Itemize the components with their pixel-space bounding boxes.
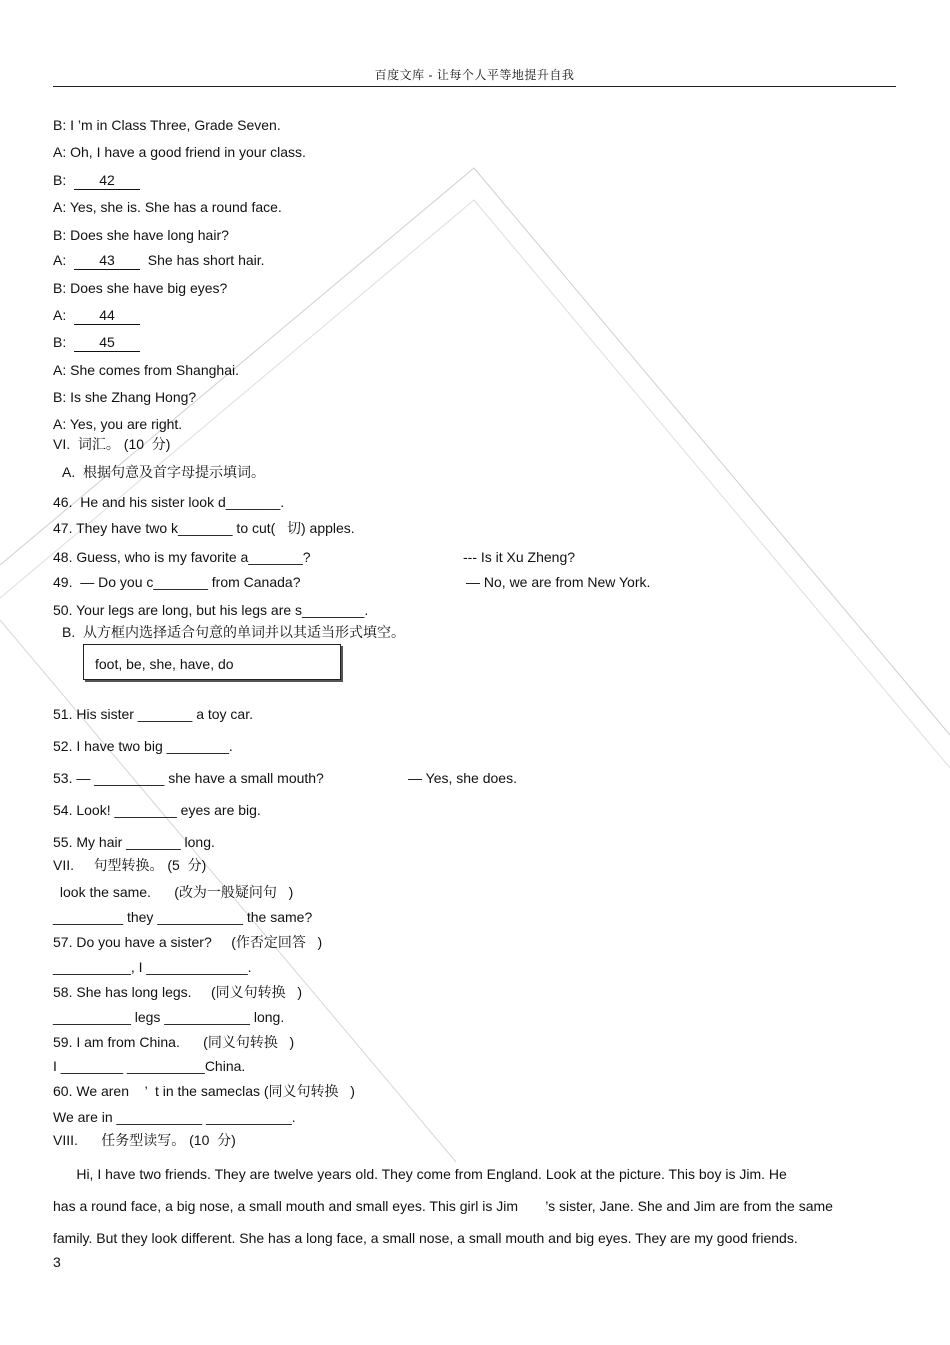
dialogue-line: A: Oh, I have a good friend in your class. [53,144,306,160]
word-box-text: foot, be, she, have, do [95,656,234,672]
question-49: 49. — Do you c_______ from Canada? [53,574,301,590]
question-48: 48. Guess, who is my favorite a_______? [53,549,311,565]
answer-blank-45[interactable]: 45 [74,333,140,352]
question-46: 46. He and his sister look d_______. [53,494,285,510]
part-a-instruction: A. 根据句意及首字母提示填词。 [62,464,266,480]
question-54: 54. Look! ________ eyes are big. [53,802,261,818]
question-47: 47. They have two k_______ to cut( 切) apples. [53,520,355,536]
question-55: 55. My hair _______ long. [53,834,215,850]
dialogue-line: A: Yes, she is. She has a round face. [53,199,282,215]
answer-48: --- Is it Xu Zheng? [463,549,576,565]
answer-49: — No, we are from New York. [466,574,651,590]
question-52: 52. I have two big ________. [53,738,233,754]
transform-line: 59. I am from China. (同义句转换 ) [53,1034,295,1050]
dialogue-line: B: 42 [53,171,140,190]
question-51: 51. His sister _______ a toy car. [53,706,253,722]
question-50: 50. Your legs are long, but his legs are s________. [53,602,369,618]
dialogue-line: A: 43 She has short hair. [53,252,265,268]
dialogue-line: A: She comes from Shanghai. [53,362,239,378]
page-number: 3 [53,1254,61,1270]
answer-blank-44[interactable]: 44 [74,306,140,325]
transform-line: 60. We aren ’ t in the sameclas (同义句转换 ) [53,1083,355,1099]
transform-line: __________ legs ___________ long. [53,1009,285,1025]
transform-line: I ________ __________China. [53,1058,246,1074]
answer-blank-42[interactable]: 42 [74,171,140,190]
answer-blank-43[interactable]: 43 [74,251,140,270]
dialogue-line: B: Is she Zhang Hong? [53,389,197,405]
transform-line: __________, I _____________. [53,959,252,975]
section-8-title: VIII. 任务型读写。 (10 分) [53,1132,236,1148]
word-box [83,644,341,680]
page-header: 百度文库 - 让每个人平等地提升自我 [53,66,896,87]
transform-line: We are in ___________ ___________. [53,1109,296,1125]
dialogue-line: B: I ’m in Class Three, Grade Seven. [53,117,281,133]
reading-paragraph-line: family. But they look different. She has a long face, a small nose, a small mouth and big eyes. They are my good friends. [53,1230,798,1246]
part-b-instruction: B. 从方框内选择适合句意的单词并以其适当形式填空。 [62,624,406,640]
transform-line: look the same. (改为一般疑问句 ) [56,884,294,900]
question-53: 53. — _________ she have a small mouth? [53,770,324,786]
dialogue-line: B: Does she have long hair? [53,227,229,243]
transform-line: 57. Do you have a sister? (作否定回答 ) [53,934,323,950]
dialogue-line: A: 44 [53,306,140,325]
dialogue-line: A: Yes, you are right. [53,416,183,432]
transform-line: _________ they ___________ the same? [53,909,313,925]
dialogue-line: B: Does she have big eyes? [53,280,228,296]
answer-53: — Yes, she does. [408,770,517,786]
reading-paragraph-line: has a round face, a big nose, a small mouth and small eyes. This girl is Jim ’s sister, Jane. She and Jim are from the same [53,1198,833,1214]
section-6-title: VI. 词汇。 (10 分) [53,436,171,452]
transform-line: 58. She has long legs. (同义句转换 ) [53,984,302,1000]
dialogue-line: B: 45 [53,333,140,352]
section-7-title: VII. 句型转换。 (5 分) [53,857,207,873]
reading-paragraph-line: Hi, I have two friends. They are twelve years old. They come from England. Look at the picture. This boy is Jim. He [53,1166,787,1182]
